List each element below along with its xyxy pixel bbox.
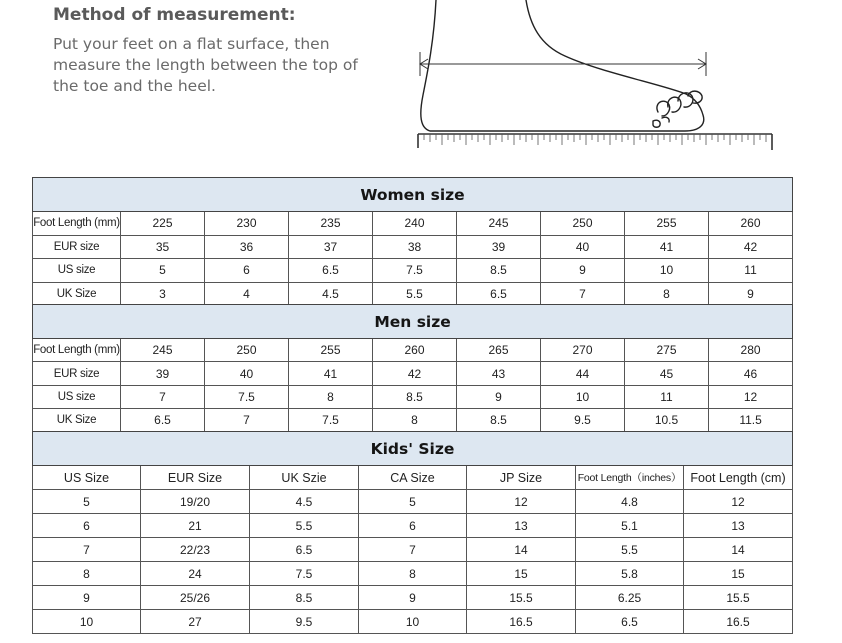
- row-label: EUR size: [33, 362, 121, 385]
- table-cell: 240: [373, 212, 457, 236]
- women-size-table: [32, 177, 793, 306]
- table-cell: 13: [467, 514, 576, 538]
- table-cell: 9: [457, 385, 541, 408]
- table-cell: 12: [467, 490, 576, 514]
- table-cell: 19/20: [141, 490, 250, 514]
- table-cell: 21: [141, 514, 250, 538]
- table-cell: 15.5: [684, 586, 793, 610]
- table-cell: 14: [684, 538, 793, 562]
- table-cell: 45: [625, 362, 709, 385]
- table-cell: 5: [121, 259, 205, 283]
- table-cell: 6.5: [457, 282, 541, 306]
- table-cell: 8.5: [250, 586, 359, 610]
- table-cell: 260: [709, 212, 793, 236]
- table-cell: 12: [684, 490, 793, 514]
- table-cell: 5.5: [250, 514, 359, 538]
- column-header: JP Size: [467, 466, 576, 490]
- table-row: [33, 362, 793, 385]
- table-cell: 35: [121, 235, 205, 259]
- table-cell: 260: [373, 339, 457, 362]
- table-cell: 5.5: [373, 282, 457, 306]
- table-cell: 5: [33, 490, 141, 514]
- table-cell: 14: [467, 538, 576, 562]
- row-label: EUR size: [33, 235, 121, 259]
- table-cell: 7.5: [250, 562, 359, 586]
- table-cell: 3: [121, 282, 205, 306]
- table-cell: 41: [289, 362, 373, 385]
- table-cell: 4.5: [250, 490, 359, 514]
- men-size-title: Men size: [33, 305, 793, 339]
- kids-size-table: [32, 431, 793, 634]
- table-cell: 40: [205, 362, 289, 385]
- women-size-title: Women size: [33, 178, 793, 212]
- table-row: [33, 339, 793, 362]
- table-cell: 230: [205, 212, 289, 236]
- table-cell: 6: [205, 259, 289, 283]
- table-cell: 44: [541, 362, 625, 385]
- kids-size-title: Kids' Size: [33, 432, 793, 466]
- table-cell: 9: [359, 586, 467, 610]
- table-cell: 6: [33, 514, 141, 538]
- table-cell: 16.5: [467, 610, 576, 634]
- table-cell: 27: [141, 610, 250, 634]
- column-header: Foot Length（inches）: [576, 466, 684, 490]
- table-cell: 4: [205, 282, 289, 306]
- table-row: [33, 514, 793, 538]
- table-cell: 42: [709, 235, 793, 259]
- table-cell: 8.5: [373, 385, 457, 408]
- column-header: EUR Size: [141, 466, 250, 490]
- table-cell: 38: [373, 235, 457, 259]
- table-cell: 16.5: [684, 610, 793, 634]
- table-row: [33, 490, 793, 514]
- table-cell: 10.5: [625, 409, 709, 432]
- men-size-table: [32, 304, 793, 433]
- table-cell: 8: [625, 282, 709, 306]
- column-header: CA Size: [359, 466, 467, 490]
- table-row: [33, 610, 793, 634]
- table-cell: 8: [33, 562, 141, 586]
- table-cell: 6.5: [289, 259, 373, 283]
- table-cell: 11.5: [709, 409, 793, 432]
- table-cell: 5: [359, 490, 467, 514]
- table-cell: 11: [625, 385, 709, 408]
- table-cell: 7: [541, 282, 625, 306]
- table-cell: 36: [205, 235, 289, 259]
- table-cell: 15.5: [467, 586, 576, 610]
- table-cell: 8.5: [457, 409, 541, 432]
- column-header: UK Szie: [250, 466, 359, 490]
- table-cell: 270: [541, 339, 625, 362]
- row-label: UK Size: [33, 409, 121, 432]
- table-row: [33, 235, 793, 259]
- table-cell: 10: [625, 259, 709, 283]
- table-cell: 15: [684, 562, 793, 586]
- table-row: [33, 282, 793, 306]
- table-cell: 10: [541, 385, 625, 408]
- table-row: [33, 259, 793, 283]
- table-cell: 7.5: [289, 409, 373, 432]
- table-cell: 39: [457, 235, 541, 259]
- table-row: [33, 562, 793, 586]
- row-label: Foot Length (mm): [33, 212, 121, 236]
- table-cell: 8: [289, 385, 373, 408]
- column-header: US Size: [33, 466, 141, 490]
- table-cell: 245: [457, 212, 541, 236]
- row-label: US size: [33, 259, 121, 283]
- table-cell: 7: [205, 409, 289, 432]
- table-cell: 6.5: [121, 409, 205, 432]
- method-title: Method of measurement:: [53, 5, 296, 25]
- table-cell: 13: [684, 514, 793, 538]
- table-cell: 40: [541, 235, 625, 259]
- table-cell: 225: [121, 212, 205, 236]
- row-label: US size: [33, 385, 121, 408]
- column-header: Foot Length (cm): [684, 466, 793, 490]
- table-cell: 245: [121, 339, 205, 362]
- table-cell: 235: [289, 212, 373, 236]
- table-cell: 5.5: [576, 538, 684, 562]
- table-cell: 255: [289, 339, 373, 362]
- table-cell: 5.8: [576, 562, 684, 586]
- table-row: [33, 538, 793, 562]
- foot-measurement-illustration: [410, 0, 780, 155]
- table-cell: 5.1: [576, 514, 684, 538]
- table-cell: 280: [709, 339, 793, 362]
- table-cell: 37: [289, 235, 373, 259]
- table-cell: 8: [359, 562, 467, 586]
- table-cell: 9.5: [250, 610, 359, 634]
- table-cell: 42: [373, 362, 457, 385]
- table-cell: 7.5: [205, 385, 289, 408]
- table-cell: 8.5: [457, 259, 541, 283]
- table-cell: 9: [541, 259, 625, 283]
- table-cell: 11: [709, 259, 793, 283]
- table-cell: 22/23: [141, 538, 250, 562]
- table-cell: 275: [625, 339, 709, 362]
- table-cell: 25/26: [141, 586, 250, 610]
- table-cell: 41: [625, 235, 709, 259]
- table-cell: 250: [541, 212, 625, 236]
- table-cell: 7.5: [373, 259, 457, 283]
- table-row: [33, 586, 793, 610]
- table-cell: 9: [33, 586, 141, 610]
- table-cell: 12: [709, 385, 793, 408]
- table-cell: 15: [467, 562, 576, 586]
- table-cell: 255: [625, 212, 709, 236]
- table-cell: 24: [141, 562, 250, 586]
- table-cell: 250: [205, 339, 289, 362]
- table-row: [33, 385, 793, 408]
- table-cell: 8: [373, 409, 457, 432]
- table-cell: 9.5: [541, 409, 625, 432]
- table-cell: 265: [457, 339, 541, 362]
- table-cell: 7: [121, 385, 205, 408]
- method-description: Put your feet on a flat surface, then measure the length between the top of the toe and the heel.: [53, 35, 358, 95]
- table-cell: 7: [359, 538, 467, 562]
- table-cell: 10: [33, 610, 141, 634]
- table-row: [33, 409, 793, 432]
- table-cell: 43: [457, 362, 541, 385]
- table-cell: 9: [709, 282, 793, 306]
- table-cell: 10: [359, 610, 467, 634]
- table-cell: 39: [121, 362, 205, 385]
- table-cell: 46: [709, 362, 793, 385]
- table-row: [33, 212, 793, 236]
- table-cell: 6: [359, 514, 467, 538]
- table-cell: 4.5: [289, 282, 373, 306]
- table-cell: 6.5: [250, 538, 359, 562]
- row-label: Foot Length (mm): [33, 339, 121, 362]
- table-cell: 6.5: [576, 610, 684, 634]
- table-cell: 6.25: [576, 586, 684, 610]
- table-cell: 7: [33, 538, 141, 562]
- row-label: UK Size: [33, 282, 121, 306]
- table-header-row: [33, 466, 793, 490]
- table-cell: 4.8: [576, 490, 684, 514]
